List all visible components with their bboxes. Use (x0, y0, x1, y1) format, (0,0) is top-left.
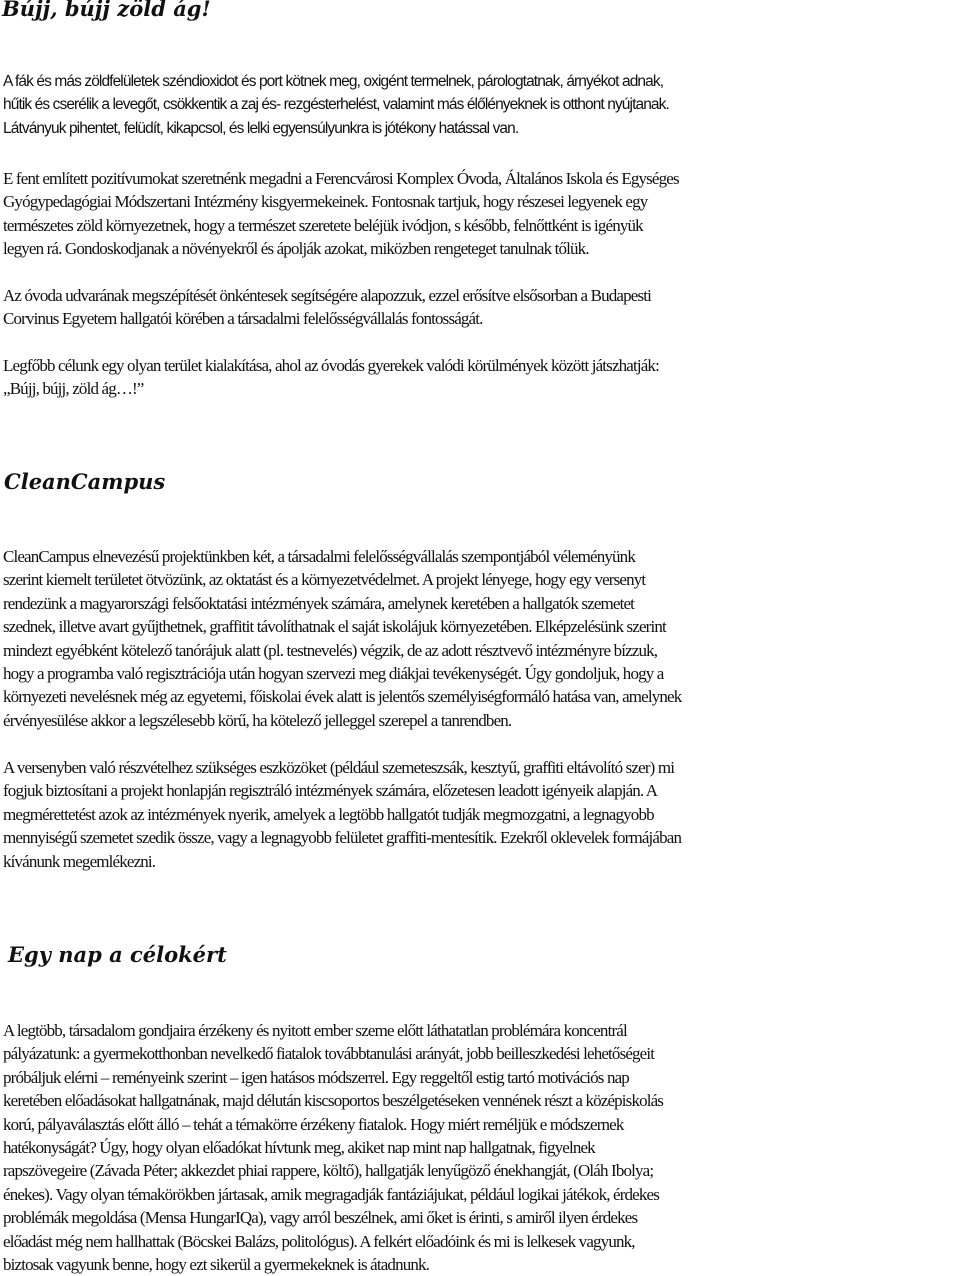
text-line: pályázatunk: a gyermekotthonban nevelkedő fiatalok továbbtanulási arányát, jobb beilleszkedési lehetőségeit (3, 1044, 655, 1064)
text-line: mindezt egyébként kötelező tanórájuk alatt (pl. testnevelés) végzik, de az adott résztvevő intézményre bízzuk, (3, 640, 658, 660)
section-heading-egy-nap: Egy nap a célokért (8, 942, 227, 967)
paragraph-egy-nap (3, 1019, 957, 1276)
text-line: A versenyben való részvételhez szükséges eszközöket (például szemeteszsák, kesztyű, graffiti eltávolító szer) mi (3, 758, 675, 777)
intro-paragraph (3, 70, 957, 140)
text-line: Az óvoda udvarának megszépítését önkéntesek segítségére alapozzuk, ezzel erősítve elsősorban a Budapesti (3, 286, 651, 305)
text-line: korú, pályaválasztás előtt álló – tehát a témakörre érzékeny fiatalok. Hogy miért reméljük e módszernek (3, 1114, 624, 1134)
paragraph-volunteers (3, 284, 957, 331)
page-title: Bújj, bújj zöld ág! (2, 0, 211, 21)
section-heading-cleancampus: CleanCampus (4, 469, 166, 494)
paragraph-ferencvaros (3, 167, 957, 261)
text-line: énekes). Vagy olyan témakörökben jártasak, amik megragadják fantáziájukat, például logikai játékok, érdekes (3, 1184, 659, 1204)
text-line: Gyógypedagógiai Módszertani Intézmény kisgyermekeinek. Fontosnak tartjuk, hogy részesei legyenek egy (3, 192, 648, 212)
text-line: A fák és más zöldfelületek széndioxidot és port kötnek meg, oxigént termelnek, párologtatnak, árnyékot adnak, (3, 73, 664, 90)
text-line: E fent említett pozitívumokat szeretnénk megadni a Ferencvárosi Komplex Óvoda, Általános Iskola és Egységes (3, 169, 679, 188)
text-line: környezeti nevelésnek még az egyetemi, főiskolai évek alatt is jelentős személyiségformáló hatása van, amelynek (3, 687, 682, 707)
text-line: Látványuk pihentet, felüdít, kikapcsol, és lelki egyensúlyunkra is jótékony hatással van. (3, 119, 519, 137)
text-line: Corvinus Egyetem hallgatói körében a társadalmi felelősségvállalás fontosságát. (3, 309, 483, 329)
text-line: keretében előadásokat hallgatnának, majd délután kiscsoportos beszélgetéseken vennének részt a középiskolás (3, 1091, 664, 1111)
text-line: természetes zöld környezetnek, hogy a természet szeretete beléjük ivódjon, s később, felnőttként is igényük (3, 215, 643, 235)
text-line: A legtöbb, társadalom gondjaira érzékeny és nyitott ember szeme előtt láthatatlan problémára koncentrál (3, 1021, 627, 1040)
text-line: szerint kiemelt területet ötvözünk, az oktatást és a környezetvédelmet. A projekt lényege, hogy egy versenyt (3, 570, 646, 590)
text-line: biztosak vagyunk benne, hogy ezt sikerül a gyermekeknek is átadnunk. (3, 1254, 430, 1274)
text-line: érvényesülése akkor a legszélesebb körű, ha kötelező jelleggel szerepel a tanrendben. (3, 710, 512, 730)
paragraph-cleancampus-2 (3, 756, 957, 873)
text-line: kívánunk megemlékezni. (3, 851, 156, 871)
text-line: próbáljuk elérni – reményeink szerint – igen hatásos módszerrel. Egy reggeltől estig tartó motivációs nap (3, 1067, 629, 1087)
text-line: megmérettetést azok az intézmények nyerik, amelyek a legtöbb hallgatót tudják megmozgatni, a legnagyobb (3, 804, 654, 824)
text-line: CleanCampus elnevezésű projektünkben két, a társadalmi felelősségvállalás szempontjából véleményünk (3, 547, 635, 566)
text-line: szednek, illetve avart gyűjthetnek, graffitit távolíthatnak el saját iskolájuk környezetében. Elképzelésünk szerint (3, 617, 666, 637)
text-line: problémák megoldása (Mensa HungarIQa), vagy arról beszélnek, ami őket is érinti, s amiről ilyen érdekes (3, 1208, 638, 1228)
text-line: „Bújj, bújj, zöld ág…!” (3, 379, 144, 399)
paragraph-cleancampus-1 (3, 545, 957, 732)
text-line: mennyiségű szemetet szedik össze, vagy a legnagyobb felületet graffiti-mentesítik. Ezekről oklevelek formájában (3, 828, 682, 848)
text-line: hűtik és cserélik a levegőt, csökkentik a zaj és- rezgésterhelést, valamint más élőlényeknek is otthont nyújtanak. (3, 96, 669, 114)
text-line: előadást még nem hallhattak (Böcskei Balázs, politológus). A felkért előadóink és mi is lelkesek vagyunk, (3, 1231, 635, 1251)
text-line: hogy a programba való regisztrációja után hogyan szervezi meg diákjai tevékenységét. Úgy gondoljuk, hogy a (3, 663, 664, 683)
text-line: rendezünk a magyarországi felsőoktatási intézmények számára, amelynek keretében a hallgatók szemetet (3, 593, 635, 613)
text-line: Legfőbb célunk egy olyan terület kialakítása, ahol az óvodás gyerekek valódi körülmények között játszhatják: (3, 356, 659, 375)
text-line: rapszövegeire (Závada Péter; akkezdet phiai rappere, költő), hallgatják lenyűgöző énekhangját, (Oláh Ibolya; (3, 1161, 654, 1181)
text-line: hatékonyságát? Úgy, hogy olyan előadókat hívtunk meg, akiket nap mint nap hallgatnak, figyelnek (3, 1137, 595, 1157)
text-line: legyen rá. Gondoskodjanak a növényekről és ápolják azokat, miközben rengeteget tanulnak tőlük. (3, 239, 589, 259)
text-line: fogjuk biztosítani a projekt honlapján regisztráló intézmények számára, előzetesen leadott igényeik alapján. A (3, 781, 658, 801)
paragraph-goal (3, 354, 957, 401)
